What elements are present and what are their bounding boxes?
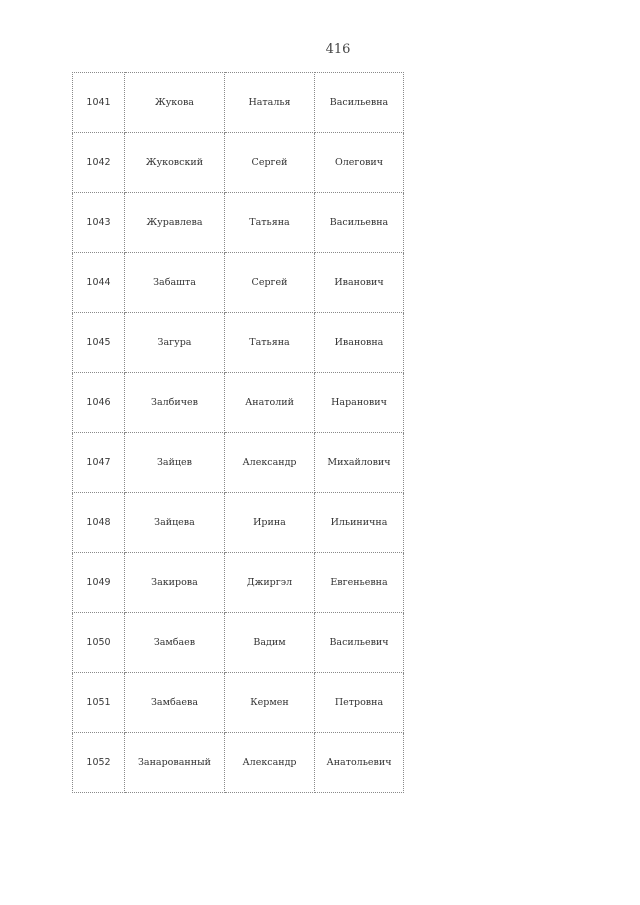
surname-cell: Жуковский xyxy=(125,133,225,193)
patronymic-cell: Васильевна xyxy=(315,193,404,253)
row-number: 1049 xyxy=(73,553,125,613)
first-name-cell: Ирина xyxy=(225,493,315,553)
patronymic-cell: Евгеньевна xyxy=(315,553,404,613)
first-name-cell: Джиргэл xyxy=(225,553,315,613)
table-row xyxy=(73,133,404,193)
patronymic-cell: Васильевич xyxy=(315,613,404,673)
table-row xyxy=(73,73,404,133)
patronymic-cell: Анатольевич xyxy=(315,733,404,793)
row-number: 1052 xyxy=(73,733,125,793)
first-name-cell: Вадим xyxy=(225,613,315,673)
page-number: 416 xyxy=(325,42,351,57)
patronymic-cell: Ивановна xyxy=(315,313,404,373)
patronymic-cell: Наранович xyxy=(315,373,404,433)
surname-cell: Закирова xyxy=(125,553,225,613)
row-number: 1048 xyxy=(73,493,125,553)
row-number: 1050 xyxy=(73,613,125,673)
row-number: 1041 xyxy=(73,73,125,133)
first-name-cell: Татьяна xyxy=(225,313,315,373)
table-row xyxy=(73,433,404,493)
patronymic-cell: Михайлович xyxy=(315,433,404,493)
surname-cell: Загура xyxy=(125,313,225,373)
first-name-cell: Кермен xyxy=(225,673,315,733)
row-number: 1044 xyxy=(73,253,125,313)
surname-cell: Журавлева xyxy=(125,193,225,253)
surname-cell: Замбаев xyxy=(125,613,225,673)
patronymic-cell: Васильевна xyxy=(315,73,404,133)
table-row xyxy=(73,553,404,613)
row-number: 1051 xyxy=(73,673,125,733)
table-row xyxy=(73,313,404,373)
patronymic-cell: Иванович xyxy=(315,253,404,313)
first-name-cell: Александр xyxy=(225,433,315,493)
table-row xyxy=(73,253,404,313)
registry-table xyxy=(72,72,404,793)
patronymic-cell: Ильинична xyxy=(315,493,404,553)
table-row xyxy=(73,613,404,673)
patronymic-cell: Олегович xyxy=(315,133,404,193)
row-number: 1042 xyxy=(73,133,125,193)
surname-cell: Залбичев xyxy=(125,373,225,433)
row-number: 1046 xyxy=(73,373,125,433)
row-number: 1047 xyxy=(73,433,125,493)
surname-cell: Жукова xyxy=(125,73,225,133)
first-name-cell: Сергей xyxy=(225,253,315,313)
first-name-cell: Анатолий xyxy=(225,373,315,433)
first-name-cell: Сергей xyxy=(225,133,315,193)
first-name-cell: Татьяна xyxy=(225,193,315,253)
surname-cell: Зайцева xyxy=(125,493,225,553)
first-name-cell: Александр xyxy=(225,733,315,793)
table-row xyxy=(73,373,404,433)
first-name-cell: Наталья xyxy=(225,73,315,133)
row-number: 1045 xyxy=(73,313,125,373)
patronymic-cell: Петровна xyxy=(315,673,404,733)
table-row xyxy=(73,493,404,553)
table-row xyxy=(73,733,404,793)
table-row xyxy=(73,673,404,733)
surname-cell: Замбаева xyxy=(125,673,225,733)
surname-cell: Занарованный xyxy=(125,733,225,793)
row-number: 1043 xyxy=(73,193,125,253)
surname-cell: Забашта xyxy=(125,253,225,313)
surname-cell: Зайцев xyxy=(125,433,225,493)
table-row xyxy=(73,193,404,253)
